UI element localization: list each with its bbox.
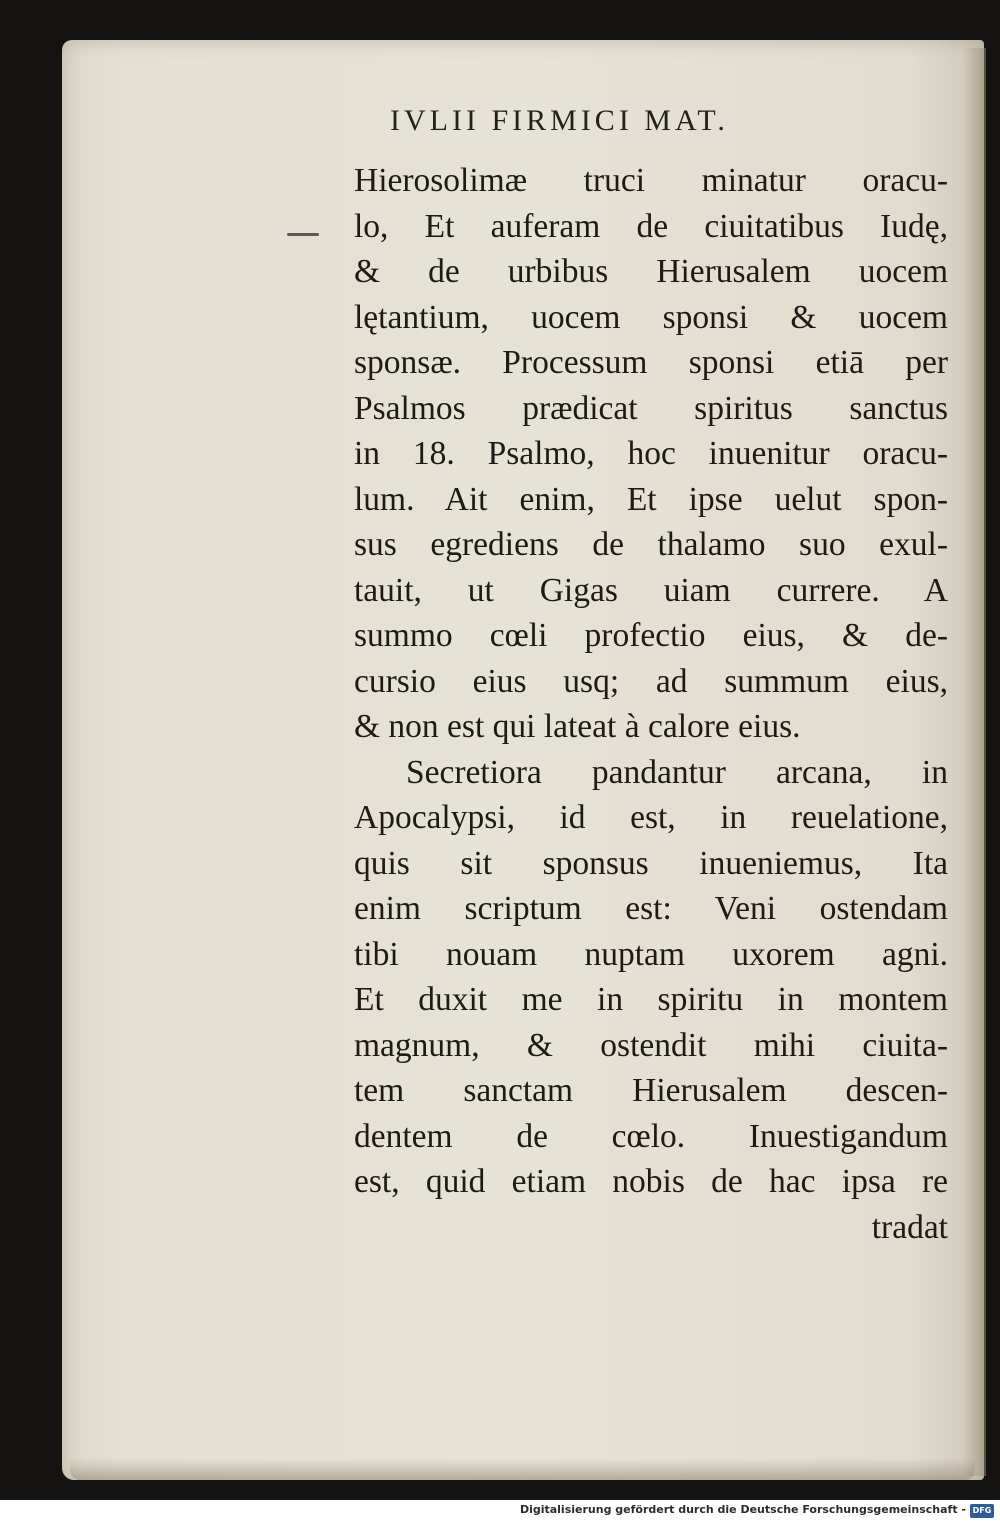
text-line: magnum, & ostendit mihi ciuita-: [354, 1026, 948, 1064]
text-block: [354, 158, 948, 1250]
text-line: lum. Ait enim, Et ipse uelut spon-: [354, 480, 948, 518]
text-line: est, quid etiam nobis de hac ipsa re: [354, 1163, 948, 1200]
text-line: Psalmos prædicat spiritus sanctus: [354, 389, 948, 427]
margin-dash-mark: [287, 233, 319, 236]
text-line: tauit, ut Gigas uiam currere. A: [354, 571, 948, 609]
text-line: Hierosolimæ truci minatur oracu-: [354, 162, 948, 199]
text-line: Secretiora pandantur arcana, in: [406, 753, 948, 791]
text-line: dentem de cœlo. Inuestigandum: [354, 1117, 948, 1155]
text-line: sponsæ. Processum sponsi etiā per: [354, 344, 948, 381]
text-line: tem sanctam Hierusalem descen-: [354, 1072, 948, 1109]
text-line: lo, Et auferam de ciuitatibus Iudę,: [354, 207, 948, 245]
text-line: Apocalypsi, id est, in reuelatione,: [354, 799, 948, 836]
text-line: summo cœli profectio eius, & de-: [354, 617, 948, 654]
text-line: in 18. Psalmo, hoc inuenitur oracu-: [354, 435, 948, 472]
text-line: quis sit sponsus inueniemus, Ita: [354, 844, 948, 882]
text-line: & de urbibus Hierusalem uocem: [354, 253, 948, 290]
text-line: sus egrediens de thalamo suo exul-: [354, 526, 948, 563]
text-line: Et duxit me in spiritu in montem: [354, 981, 948, 1018]
catchword: tradat: [871, 1208, 948, 1246]
footer-bar: [0, 1500, 1000, 1523]
text-line: cursio eius usq; ad summum eius,: [354, 662, 948, 700]
text-line: lętantium, uocem sponsi & uocem: [354, 298, 948, 336]
page-edge-shadow: [962, 48, 986, 1476]
funding-credit: Digitalisierung gefördert durch die Deutsche Forschungsgemeinschaft -: [519, 1503, 966, 1516]
text-line: & non est qui lateat à calore eius.: [354, 708, 801, 745]
page-bottom-shadow: [70, 1458, 975, 1480]
text-line: tibi nouam nuptam uxorem agni.: [354, 935, 948, 973]
dfg-logo-icon: DFG: [970, 1504, 994, 1518]
running-head: IVLII FIRMICI MAT.: [390, 104, 729, 137]
text-line: enim scriptum est: Veni ostendam: [354, 890, 948, 927]
